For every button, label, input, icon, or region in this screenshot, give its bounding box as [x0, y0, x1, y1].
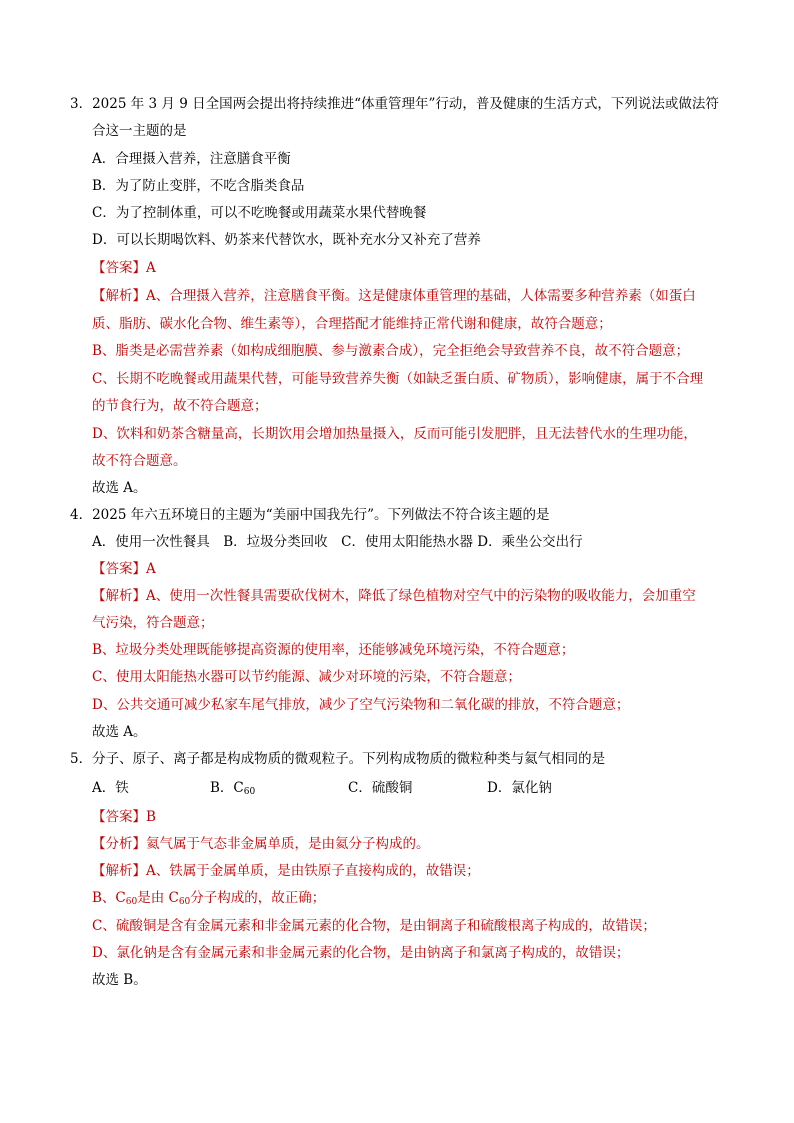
q4-analysis-line1 [92, 587, 696, 605]
q5-option-a: A．铁 [92, 780, 129, 796]
analysis-b-sub1: 60 [125, 897, 138, 907]
analysis-b-part2: 是由 C [137, 890, 179, 906]
q5-analysis-line4: D、氯化钠是含有金属元素和非金属元素的化合物，是由钠离子和氯离子构成的，故错误； [92, 945, 630, 961]
q5-option-c: C．硫酸铜 [348, 780, 413, 796]
q5-conclusion: 故选 B。 [92, 972, 147, 988]
q3-analysis-line7: 故不符合题意。 [92, 453, 187, 469]
q4-analysis-line4: C、使用太阳能热水器可以节约能源、减少对环境的污染，不符合题意； [92, 669, 521, 685]
option-b-text: B．C [210, 780, 244, 796]
q3-stem-line1: 3．2025 年 3 月 9 日全国两会提出将持续推进“体重管理年”行动，普及健康的生活方式，下列说法或做法符 [70, 96, 719, 112]
q3-analysis-line3: B、脂类是必需营养素（如构成细胞膜、参与激素合成），完全拒绝会导致营养不良，故不符合题意； [92, 343, 690, 359]
q3-analysis-line5: 的节食行为，故不符合题意； [92, 398, 268, 414]
q5-stem: 5．分子、原子、离子都是构成物质的微观粒子。下列构成物质的微粒种类与氦气相同的是 [70, 751, 606, 767]
analysis-text: A、使用一次性餐具需要砍伐树木，降低了绿色植物对空气中的污染物的吸收能力，会加重空 [146, 588, 696, 604]
answer-value: A [146, 260, 156, 276]
q5-analysis-line2 [92, 889, 325, 911]
q3-analysis-line6: D、饮料和奶茶含糖量高，长期饮用会增加热量摄入，反而可能引发肥胖，且无法替代水的生理功能， [92, 426, 697, 442]
analysis-text: A、合理摄入营养，注意膳食平衡。这是健康体重管理的基础，人体需要多种营养素（如蛋白 [146, 288, 696, 304]
q3-option-d: D．可以长期喝饮料、奶茶来代替饮水，既补充水分又补充了营养 [92, 232, 481, 248]
q4-answer [92, 560, 156, 578]
fenxi-text: 氦气属于气态非金属单质，是由氦分子构成的。 [146, 836, 430, 852]
q5-analysis-line3: C、硫酸铜是含有金属元素和非金属元素的化合物，是由铜离子和硫酸根离子构成的，故错误； [92, 918, 656, 934]
q5-analysis-line1 [92, 862, 480, 880]
q3-analysis-line2: 质、脂肪、碳水化合物、维生素等），合理搭配才能维持正常代谢和健康，故符合题意； [92, 316, 612, 332]
answer-value: B [146, 809, 156, 825]
answer-value: A [146, 561, 156, 577]
option-b-subscript: 60 [243, 787, 256, 797]
answer-tag: 【答案】 [92, 561, 146, 577]
analysis-tag: 【解析】 [92, 588, 146, 604]
q3-option-a: A．合理摄入营养，注意膳食平衡 [92, 151, 291, 167]
analysis-text: A、铁属于金属单质，是由铁原子直接构成的，故错误； [146, 863, 480, 879]
answer-tag: 【答案】 [92, 260, 146, 276]
q4-conclusion: 故选 A。 [92, 724, 147, 740]
q5-option-b [210, 779, 255, 801]
answer-tag: 【答案】 [92, 809, 146, 825]
analysis-tag: 【解析】 [92, 288, 146, 304]
analysis-b-part1: B、C [92, 890, 126, 906]
q3-conclusion: 故选 A。 [92, 480, 147, 496]
q3-analysis-line4: C、长期不吃晚餐或用蔬果代替，可能导致营养失衡（如缺乏蛋白质、矿物质），影响健康，属于不合理 [92, 371, 704, 387]
q4-analysis-line3: B、垃圾分类处理既能够提高资源的使用率，还能够减免环境污染，不符合题意； [92, 642, 575, 658]
q3-stem-line2: 合这一主题的是 [92, 123, 187, 139]
q4-analysis-line2: 气污染，符合题意； [92, 615, 214, 631]
q3-option-b: B．为了防止变胖，不吃含脂类食品 [92, 178, 305, 194]
q4-analysis-line5: D、公共交通可减少私家车尾气排放，减少了空气污染物和二氧化碳的排放，不符合题意； [92, 697, 630, 713]
q5-option-d: D．氯化钠 [487, 780, 552, 796]
analysis-tag: 【解析】 [92, 863, 146, 879]
q5-fenxi [92, 835, 430, 853]
analysis-b-sub2: 60 [178, 897, 191, 907]
q3-analysis-line1 [92, 287, 696, 305]
fenxi-tag: 【分析】 [92, 836, 146, 852]
analysis-b-part3: 分子构成的，故正确； [190, 890, 326, 906]
q3-option-c: C．为了控制体重，可以不吃晚餐或用蔬菜水果代替晚餐 [92, 205, 427, 221]
q4-stem: 4．2025 年六五环境日的主题为“美丽中国我先行”。下列做法不符合该主题的是 [70, 507, 550, 523]
q3-answer [92, 259, 156, 277]
q5-answer [92, 808, 156, 826]
q4-options: A．使用一次性餐具 B．垃圾分类回收 C．使用太阳能热水器 D．乘坐公交出行 [92, 534, 583, 550]
